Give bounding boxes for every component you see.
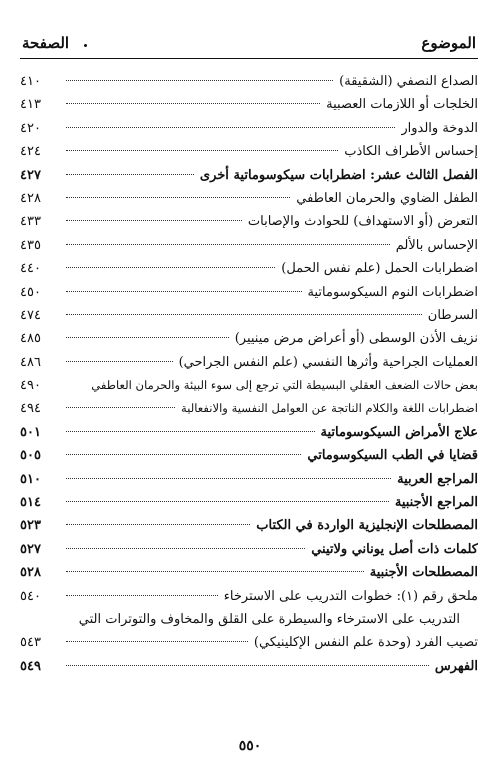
dot-leader [66, 361, 173, 362]
toc-section-entry [20, 538, 478, 561]
toc-entry [20, 281, 478, 304]
toc-entry [20, 93, 478, 116]
page-number: ٥٥٠ [238, 738, 262, 754]
toc-entry [20, 210, 478, 233]
dot-leader [66, 548, 305, 549]
entry-title: الإحساس بالألم [395, 237, 478, 253]
entry-title: قضايا في الطب السيكوسوماتي [307, 448, 478, 464]
toc-chapter-entry [20, 164, 478, 187]
toc-section-entry [20, 421, 478, 444]
toc-section-entry [20, 444, 478, 467]
entry-page: ٥٢٨ [20, 565, 41, 581]
dot-leader [66, 478, 391, 479]
entry-title: السرطان [427, 307, 478, 323]
dot-leader [66, 174, 194, 175]
entry-page: ٤٩٠ [20, 378, 41, 394]
entry-title: المصطلحات الأجنبية [369, 565, 478, 581]
toc-index-entry [20, 655, 478, 678]
dot-leader [66, 407, 175, 408]
dot-leader [66, 665, 429, 666]
entry-page: ٥٤٩ [20, 658, 41, 674]
entry-page: ٤٢٤ [20, 144, 41, 160]
entry-page: ٥١٠ [20, 471, 41, 487]
entry-title: الصداع النصفي (الشقيقة) [339, 74, 478, 89]
dot-leader [66, 595, 218, 596]
entry-title: نزيف الأذن الوسطى (أو أعراض مرض مينيير) [234, 331, 478, 347]
dot-leader [66, 127, 395, 128]
toc-header [20, 32, 478, 59]
entry-title: اضطرابات الحمل (علم نفس الحمل) [281, 261, 478, 277]
entry-page: ٥٠١ [20, 424, 41, 440]
entry-page: ٥٤٣ [20, 635, 41, 651]
entry-page: ٤٧٤ [20, 307, 41, 323]
entry-title: التعرض (أو الاستهداف) للحوادث والإصابات [247, 214, 478, 230]
entry-title: الدوخة والدوار [401, 120, 478, 136]
entry-title: ملحق رقم (١): خطوات التدريب على الاسترخاء [223, 588, 478, 604]
entry-page: ٤٣٣ [20, 214, 41, 230]
toc-list [20, 70, 478, 678]
dot-leader [66, 267, 275, 268]
entry-page: ٤٨٦ [20, 354, 41, 370]
toc-section-entry [20, 468, 478, 491]
toc-entry [20, 304, 478, 327]
dot-leader [66, 641, 248, 642]
dot-leader [66, 150, 338, 151]
entry-page: ٤٤٠ [20, 261, 41, 277]
dot-leader [66, 501, 389, 502]
entry-page: ٤٢٨ [20, 190, 41, 206]
topic-column-label: الموضوع [421, 34, 476, 52]
toc-appendix-entry [20, 585, 478, 608]
header-dot [84, 44, 87, 47]
toc-section-entry [20, 561, 478, 584]
toc-entry [20, 234, 478, 257]
entry-page: ٤١٣ [20, 97, 41, 113]
dot-leader [66, 454, 301, 455]
entry-title: المراجع الأجنبية [394, 495, 478, 511]
toc-section-entry [20, 514, 478, 537]
toc-entry [20, 117, 478, 140]
dot-leader [66, 337, 229, 338]
entry-page: ٤٨٥ [20, 331, 41, 347]
toc-entry [20, 327, 478, 350]
toc-entry-line-1 [20, 608, 478, 631]
entry-title: كلمات ذات أصل يوناني ولاتيني [311, 541, 478, 557]
dot-leader [66, 220, 242, 221]
entry-page: ٥٠٥ [20, 448, 41, 464]
entry-title: اضطرابات النوم السيكوسوماتية [307, 284, 478, 300]
dot-leader [66, 314, 422, 315]
dot-leader [66, 291, 302, 292]
entry-page: ٤٩٤ [20, 401, 41, 417]
dot-leader [66, 524, 250, 525]
entry-page: ٥٢٧ [20, 541, 41, 557]
toc-section-entry [20, 491, 478, 514]
entry-title: علاج الأمراض السيكوسوماتية [320, 424, 478, 440]
entry-page: ٤١٠ [20, 74, 41, 89]
dot-leader [66, 431, 315, 432]
toc-entry [20, 397, 478, 420]
entry-title: بعض حالات الضعف العقلي البسيطة التي ترجع إلى سوء البيئة والحرمان العاطفي [91, 378, 478, 393]
entry-title: إحساس الأطراف الكاذب [344, 144, 478, 160]
toc-entry [20, 140, 478, 163]
entry-title: الخلجات أو اللازمات العصبية [326, 97, 478, 113]
page-column-label: الصفحة [22, 34, 70, 52]
toc-entry [20, 351, 478, 374]
entry-title: المراجع العربية [397, 471, 478, 487]
entry-title: اضطرابات اللغة والكلام الناتجة عن العوامل النفسية والانفعالية [181, 401, 478, 416]
dot-leader [66, 197, 290, 198]
entry-page: ٤٢٠ [20, 120, 41, 136]
dot-leader [66, 571, 364, 572]
entry-title: المصطلحات الإنجليزية الواردة في الكتاب [256, 518, 478, 534]
dot-leader [66, 103, 320, 104]
entry-page: ٤٢٧ [20, 167, 41, 183]
entry-title: التدريب على الاسترخاء والسيطرة على القلق والمخاوف والتوترات التي [78, 611, 460, 627]
entry-title: العمليات الجراحية وأثرها النفسي (علم النفس الجراحي) [178, 354, 478, 370]
toc-entry [20, 187, 478, 210]
toc-entry [20, 257, 478, 280]
entry-title: الفصل الثالث عشر: اضطرابات سيكوسوماتية أخرى [199, 167, 478, 183]
toc-entry [20, 374, 478, 397]
toc-entry-line-2 [20, 631, 478, 654]
dot-leader [66, 80, 333, 81]
entry-page: ٤٥٠ [20, 284, 41, 300]
dot-leader [66, 244, 390, 245]
entry-page: ٥٢٣ [20, 518, 41, 534]
entry-title: الفهرس [434, 658, 478, 674]
entry-page: ٤٣٥ [20, 237, 41, 253]
toc-entry [20, 70, 478, 93]
entry-page: ٥٤٠ [20, 588, 41, 604]
entry-page: ٥١٤ [20, 495, 41, 511]
entry-title: الطفل الضاوي والحرمان العاطفي [296, 190, 478, 206]
entry-title: تصيب الفرد (وحدة علم النفس الإكلينيكي) [253, 635, 478, 651]
